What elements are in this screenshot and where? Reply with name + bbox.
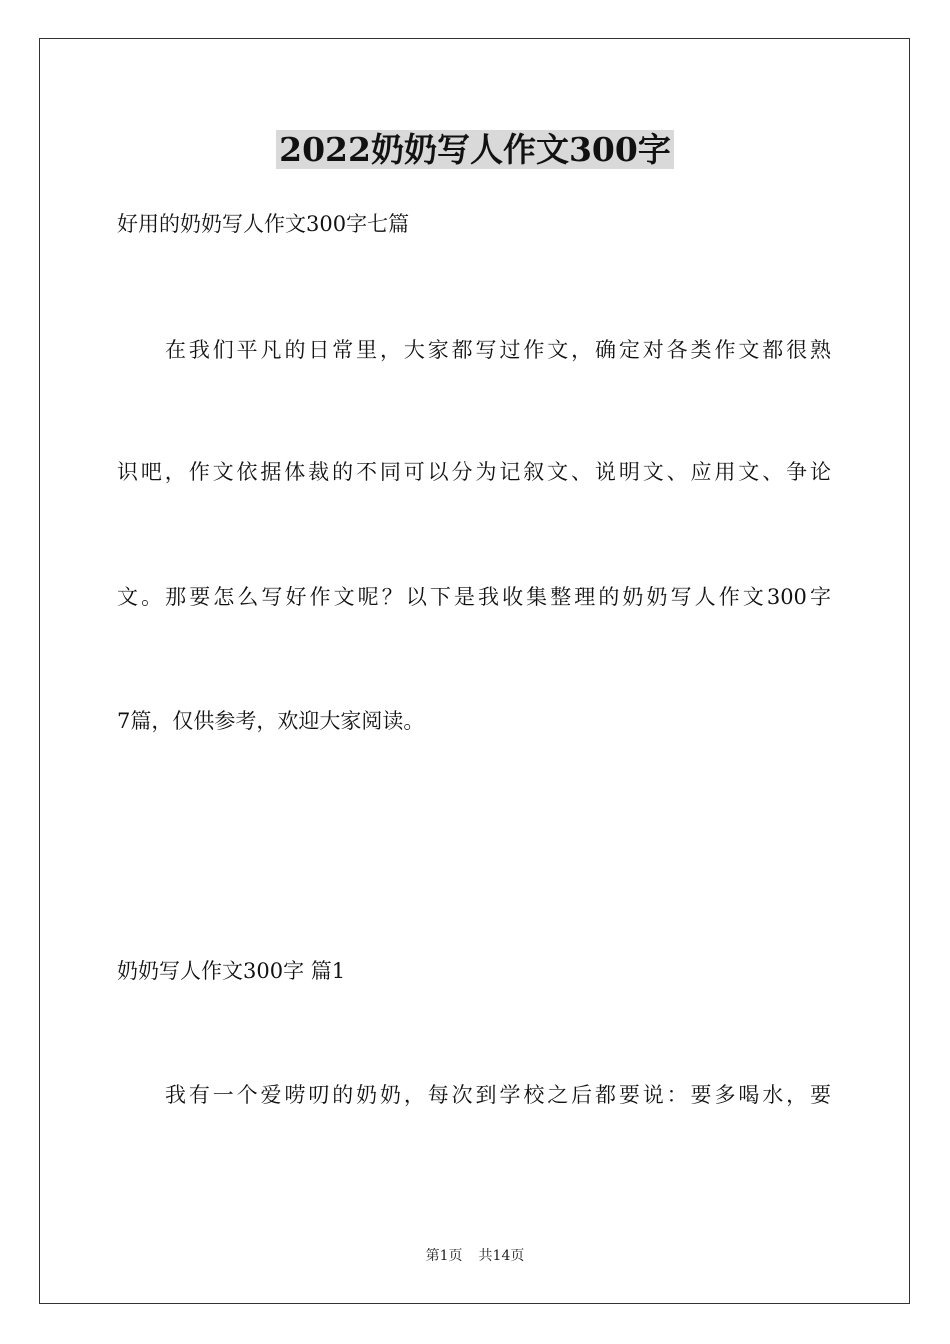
section-1-line-1: 我有一个爱唠叨的奶奶，每次到学校之后都要说：要多喝水，要: [165, 1083, 831, 1107]
document-title: [0, 128, 950, 172]
intro-line-4: 7篇，仅供参考，欢迎大家阅读。: [117, 709, 425, 733]
footer-total-pages: 共14页: [478, 1248, 525, 1264]
page-footer: [0, 1246, 950, 1266]
document-subtitle: 好用的奶奶写人作文300字七篇: [117, 212, 410, 236]
intro-line-3: 文。那要怎么写好作文呢？以下是我收集整理的奶奶写人作文300字: [117, 585, 831, 609]
footer-current-page: 第1页: [425, 1248, 463, 1264]
document-title-text: 2022奶奶写人作文300字: [276, 130, 674, 169]
intro-line-2: 识吧，作文依据体裁的不同可以分为记叙文、说明文、应用文、争论: [117, 460, 831, 484]
intro-line-1: 在我们平凡的日常里，大家都写过作文，确定对各类作文都很熟: [165, 338, 831, 362]
section-1-heading: 奶奶写人作文300字 篇1: [117, 959, 346, 983]
